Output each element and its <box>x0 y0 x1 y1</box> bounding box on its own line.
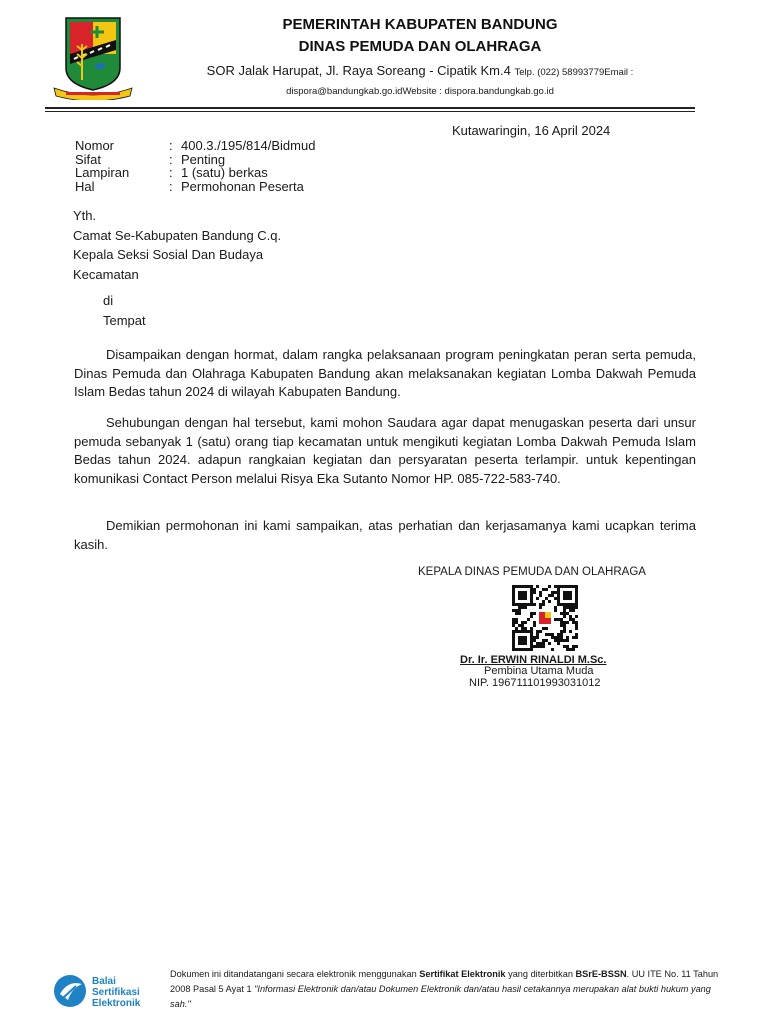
meta-value: 1 (satu) berkas <box>181 165 268 180</box>
signatory-rank: Pembina Utama Muda <box>484 665 594 677</box>
letter-date: Kutawaringin, 16 April 2024 <box>452 123 611 138</box>
footer-text: yang diterbitkan <box>505 969 576 979</box>
signatory-nip: NIP. 196711101993031012 <box>469 677 601 689</box>
letterhead-phone: Telp. (022) 58993779 <box>514 67 605 78</box>
meta-value: 400.3./195/814/Bidmud <box>181 138 316 153</box>
regency-crest-logo <box>52 10 134 100</box>
recipient-line: Camat Se-Kabupaten Bandung C.q. <box>73 227 282 243</box>
signature-title: KEPALA DINAS PEMUDA DAN OLAHRAGA <box>418 566 646 578</box>
body-paragraph-3 <box>74 517 696 554</box>
svg-text:Sertifikasi: Sertifikasi <box>92 987 140 998</box>
recipient-line: Kepala Seksi Sosial Dan Budaya <box>73 247 264 262</box>
recipient-line: Kecamatan <box>73 266 139 282</box>
letterhead-contact-line <box>150 86 690 97</box>
body-paragraph-2 <box>74 414 696 488</box>
meta-key: Sifat <box>75 151 102 167</box>
qr-code-signature <box>505 584 585 652</box>
recipient-di: di <box>103 293 114 308</box>
body-paragraph-1 <box>74 346 696 402</box>
meta-row-sifat: Sifat : Penting <box>75 151 226 167</box>
letterhead-divider-thick <box>45 107 695 109</box>
meta-value: Penting <box>181 151 226 167</box>
meta-key: Hal <box>75 178 95 194</box>
footer-text: . UU ITE No. 11 Tahun 2008 Pasal 5 Ayat 1 <box>170 969 719 994</box>
meta-value: Permohonan Peserta <box>181 178 304 194</box>
recipient-place-block <box>103 291 146 330</box>
letterhead-agency: DINAS PEMUDA DAN OLAHRAGA <box>298 38 542 55</box>
bsre-logo <box>52 970 162 1012</box>
signatory-name: Dr. Ir. ERWIN RINALDI M.Sc. <box>460 654 607 666</box>
meta-row-lampiran: Lampiran : 1 (satu) berkas <box>75 165 268 180</box>
recipient-place: Tempat <box>103 312 146 328</box>
svg-text:Elektronik: Elektronik <box>92 998 141 1009</box>
body-paragraph-text: Sehubungan dengan hal tersebut, kami mohon Saudara agar dapat menugaskan peserta dari unsur pemuda sebanyak 1 (satu) orang tiap kecamatan untuk mengikuti kegiatan Lomba Dakwah Pemuda Islam Bedas tahun 2024. adapun rangkaian kegiatan dan persyaratan peserta terlampir. untuk kepentingan komunikasi Contact Person melalui Risya Eka Sutanto Nomor HP. 085-722-583-740. <box>74 415 696 486</box>
letterhead-address-line <box>150 63 690 78</box>
meta-row-nomor: Nomor : 400.3./195/814/Bidmud <box>75 138 316 153</box>
recipient-block <box>73 206 281 284</box>
letterhead-address: SOR Jalak Harupat, Jl. Raya Soreang - Cipatik Km.4 <box>206 63 511 78</box>
letterhead-government: PEMERINTAH KABUPATEN BANDUNG <box>282 16 558 33</box>
letterhead-email: dispora@bandungkab.go.id <box>286 86 403 97</box>
meta-key: Nomor <box>75 138 115 153</box>
e-signature-notice <box>170 967 720 1012</box>
svg-text:Balai: Balai <box>92 976 116 987</box>
body-paragraph-text: Disampaikan dengan hormat, dalam rangka pelaksanaan program peningkatan peran serta pemuda, Dinas Pemuda dan Olahraga Kabupaten Bandung akan melaksanakan kegiatan Lomba Dakwah Pemuda Islam Bedas tahun 2024 di wilayah Kabupaten Bandung. <box>74 347 696 399</box>
letterhead-divider-thin <box>45 111 695 112</box>
footer-bold: Sertifikat Elektronik <box>419 969 506 979</box>
footer-bold: BSrE-BSSN <box>575 969 627 979</box>
meta-row-hal: Hal : Permohonan Peserta <box>75 178 304 194</box>
footer-italic-quote: "Informasi Elektronik dan/atau Dokumen Elektronik dan/atau hasil cetakannya merupakan alat bukti hukum yang sah." <box>170 984 711 1009</box>
letter-metadata <box>75 139 315 193</box>
meta-key: Lampiran <box>75 165 130 180</box>
recipient-salutation: Yth. <box>73 208 97 223</box>
letterhead-website: Website : dispora.bandungkab.go.id <box>402 86 554 97</box>
body-paragraph-text: Demikian permohonan ini kami sampaikan, atas perhatian dan kerjasamanya kami ucapkan terima kasih. <box>74 518 696 552</box>
footer-text: Dokumen ini ditandatangani secara elektronik menggunakan <box>170 969 420 979</box>
letterhead-email-label: Email : <box>604 67 634 78</box>
